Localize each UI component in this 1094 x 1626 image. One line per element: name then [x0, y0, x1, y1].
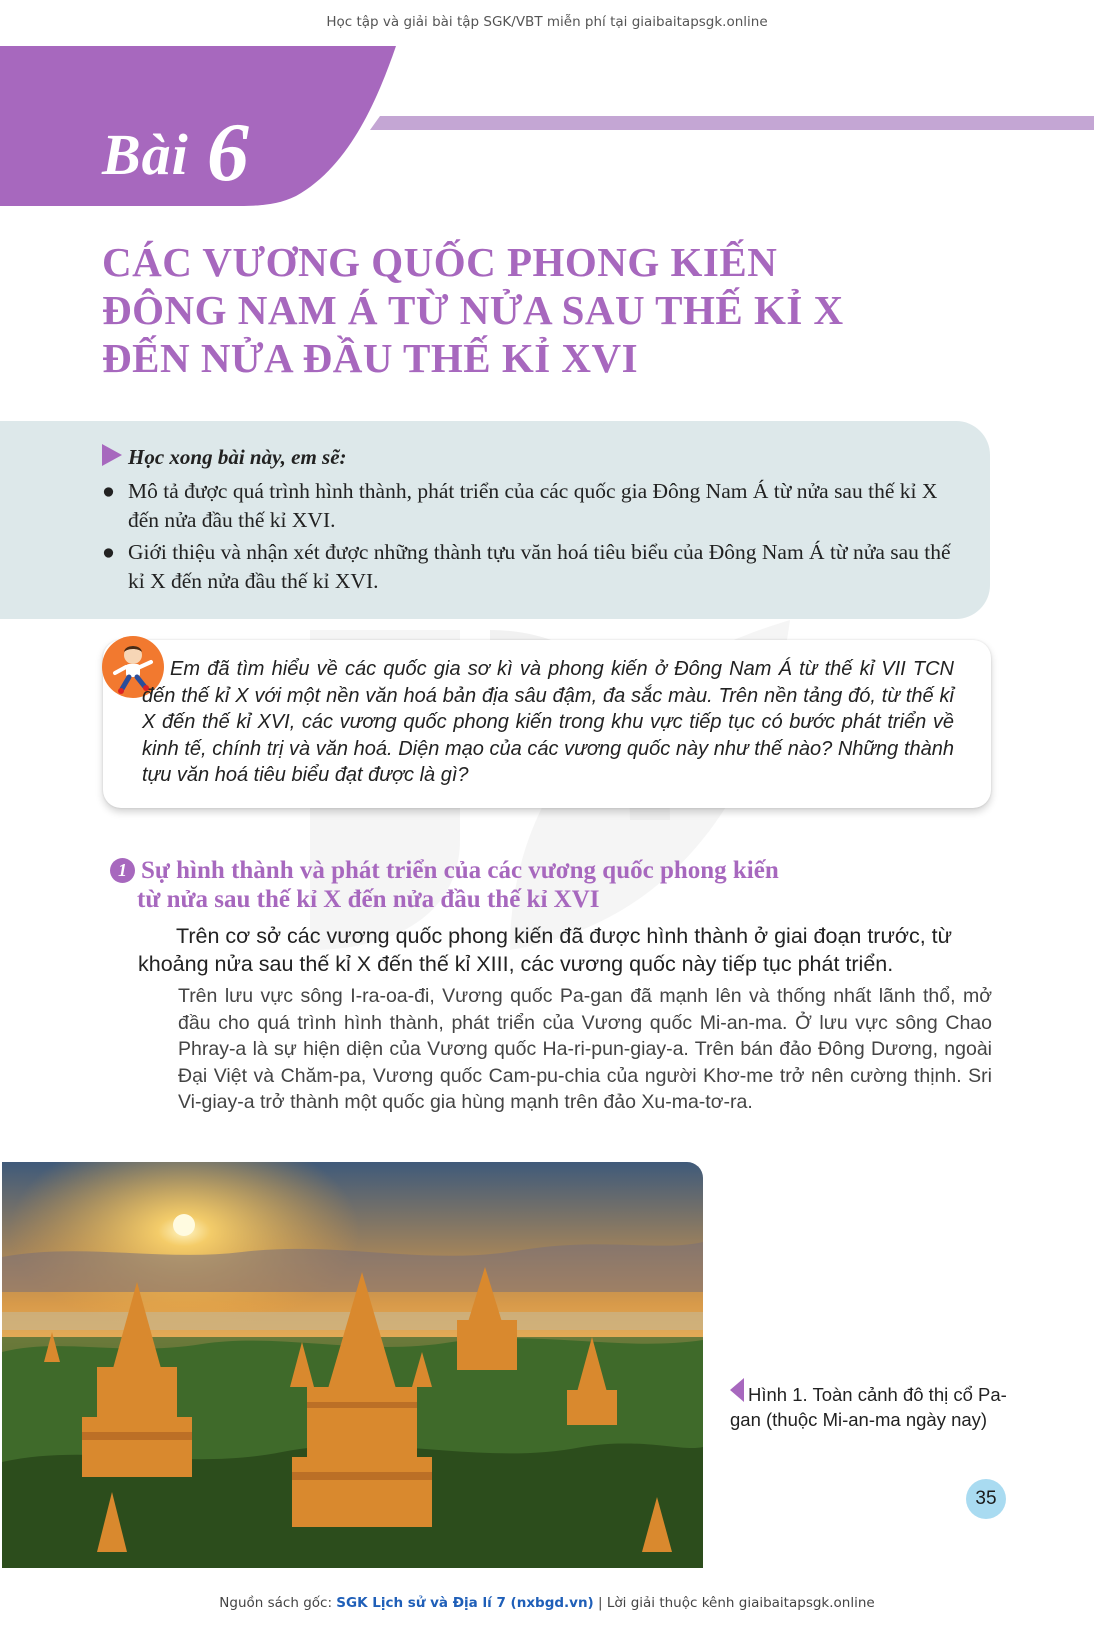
caption-text: Hình 1. Toàn cảnh đô thị cổ Pa-gan (thuộc Mi-an-ma ngày nay)	[730, 1384, 1007, 1430]
objective-item	[102, 477, 962, 535]
section-title-line: Sự hình thành và phát triển của các vương quốc phong kiến	[141, 857, 779, 884]
objectives-heading	[102, 444, 347, 470]
page-number: 35	[966, 1479, 1006, 1519]
lesson-label	[102, 104, 250, 201]
objective-item	[102, 538, 962, 596]
bullet-icon: ●	[102, 479, 115, 503]
title-line: ĐÔNG NAM Á TỪ NỬA SAU THẾ KỈ X	[102, 287, 844, 333]
title-line: ĐẾN NỬA ĐẦU THẾ KỈ XVI	[102, 335, 639, 381]
lesson-word: Bài	[102, 122, 189, 187]
bagan-temples-photo	[2, 1162, 703, 1568]
body-paragraph: Trên lưu vực sông I-ra-oa-đi, Vương quốc Pa-gan đã mạnh lên và thống nhất lãnh thổ, mở đầu cho quá trình hình thành, phát triển của Vương quốc Mi-an-ma. Ở lưu vực sông Chao Phray-a là sự hiện diện của Vương quốc Ha-ri-pun-giay-a. Trên bán đảo Đông Dương, ngoài Đại Việt và Chăm-pa, Vương quốc Cam-pu-chia của người Khơ-me trở nên cường thịnh. Sri Vi-giay-a trở thành một quốc gia hùng mạnh trên đảo Xu-ma-tơ-ra.	[178, 985, 992, 1113]
lesson-title	[102, 238, 982, 382]
objective-text: Giới thiệu và nhận xét được những thành tựu văn hoá tiêu biểu của Đông Nam Á từ nửa sau thế kỉ X đến nửa đầu thế kỉ XVI.	[128, 540, 951, 593]
section-title-line: từ nửa sau thế kỉ X đến nửa đầu thế kỉ XVI	[137, 886, 600, 913]
bullet-icon: ●	[102, 540, 115, 564]
top-note: Học tập và giải bài tập SGK/VBT miễn phí tại giaibaitapsgk.online	[326, 14, 768, 30]
source-suffix: | Lời giải thuộc kênh giaibaitapsgk.online	[593, 1595, 875, 1611]
objectives-heading-text: Học xong bài này, em sẽ:	[128, 445, 347, 469]
section-heading	[110, 856, 910, 914]
source-prefix: Nguồn sách gốc:	[219, 1595, 337, 1611]
figure-caption	[730, 1378, 1030, 1432]
objective-text: Mô tả được quá trình hình thành, phát triển của các quốc gia Đông Nam Á từ nửa sau thế kỉ X đến nửa đầu thế kỉ XVI.	[128, 479, 938, 532]
source-link[interactable]: SGK Lịch sử và Địa lí 7 (nxbgd.vn)	[336, 1595, 594, 1611]
section-number: 1	[110, 858, 135, 883]
lesson-number: 6	[206, 106, 250, 199]
lead-paragraph: Trên cơ sở các vương quốc phong kiến đã được hình thành ở giai đoạn trước, từ khoảng nửa sau thế kỉ X đến thế kỉ XIII, các vương quốc này tiếp tục phát triển.	[138, 924, 953, 976]
caption-arrow-icon	[730, 1378, 744, 1402]
play-arrow-icon	[102, 444, 122, 466]
intro-text: Em đã tìm hiểu về các quốc gia sơ kì và phong kiến ở Đông Nam Á từ thế kỉ VII TCN đến thế kỉ X với một nền văn hoá bản địa sâu đậm, đa sắc màu. Trên nền tảng đó, từ thế kỉ X đến thế kỉ XVI, các vương quốc phong kiến trong khu vực tiếp tục có bước phát triển về kinh tế, chính trị và văn hoá. Diện mạo của các vương quốc này như thế nào? Những thành tựu văn hoá tiêu biểu đạt được là gì?	[142, 658, 954, 786]
title-line: CÁC VƯƠNG QUỐC PHONG KIẾN	[102, 239, 778, 285]
bottom-note	[0, 1595, 1094, 1611]
